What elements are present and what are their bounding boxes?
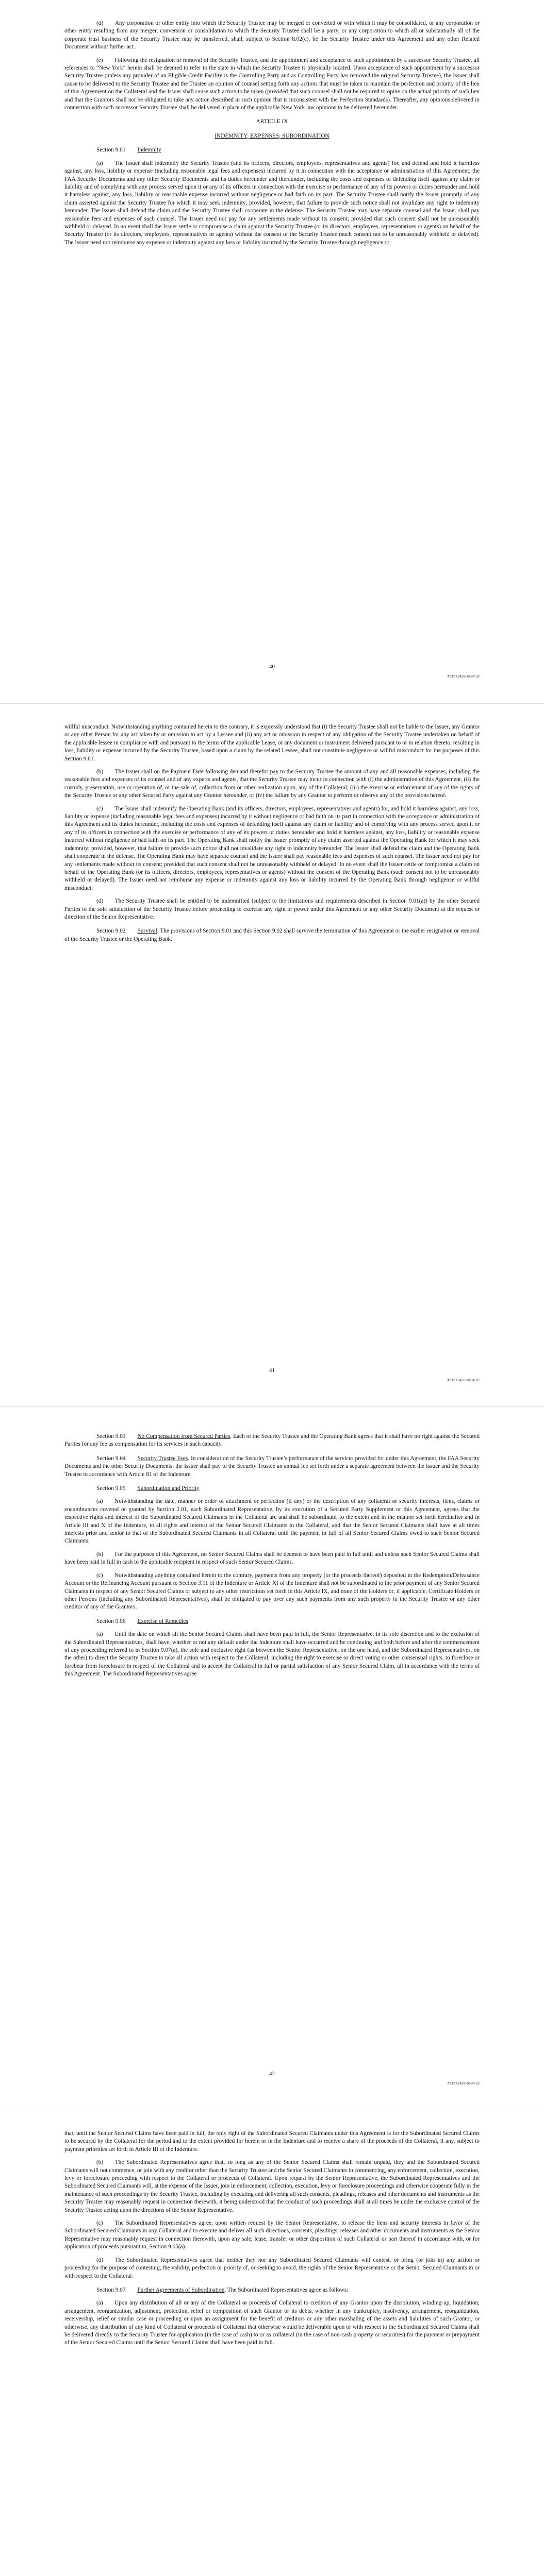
paragraph-a: (a) Until the date on which all the Senior Secured Claims shall have been paid in full, the Senior Representative, in its sole discretion and to the exclusion of the Subordinated Representatives, shall have, whether or not any default under the Indenture shall have occurred and be continuing and both before and after the commencement of any proceeding referred to in Section 9.07(a), the sole and exclusive right (as between the Senior Representative, on the one hand, and the Subordinated Representatives, on the other) to direct the Security Trustee to take all action with respect to the Collateral, including the right to exercise or direct voting or other consensual rights, to foreclose or forebear from foreclosure in respect of the Collateral and to accept the Collateral in full or partial satisfaction of any Senior Secured Claim, all in accordance with the terms of this Agreement. The Subordinated Representatives agree <box>64 1631 480 1677</box>
section-number: Section 9.06 <box>96 1618 126 1624</box>
section-number: Section 9.03 <box>96 1433 126 1439</box>
section-title: Survival <box>137 928 157 935</box>
section-text: Each of the Security Trustee and the Operating Bank agrees that it shall have no right against the Secured Parties for any fee as compensation for its services in such capacity. <box>64 1433 480 1448</box>
page-number: 40 <box>269 664 275 670</box>
section-number: Section 9.05 <box>96 1485 126 1492</box>
paragraph-d: (d) The Subordinated Representatives agree that neither they nor any Subordinated Secured Claimants will contest, or bring (or join in) any action or proceeding for the purpose of contesting, the validity, perfection or priority of, or seeking to avoid, the rights of the Senior Representative or the Senior Secured Claimants in or with respect to the Collateral. <box>64 2257 480 2279</box>
paragraph-a: (a) Upon any distribution of all or any of the Collateral or proceeds of Collateral to creditors of any Grantor upon the dissolution, winding-up, liquidation, arrangement, reorganization, adjustment, protection, relief or composition of such Grantor or its debts, whether in any bankruptcy, insolvency, arrangement, reorganization, receivership, relief or similar case or proceeding or upon an assignment for the benefit of creditors or any other marshaling of the assets and liabilities of such Grantor, or otherwise, any distribution of any kind of Collateral or proceeds of Collateral that otherwise would be deliverable upon or with respect to the Subordinated Secured Claims shall be delivered directly to the Security Trustee for application (in the case of cash) to or as collateral (in the case of non-cash property or securities) for the payment or prepayment of the Senior Secured Claims until the Senior Secured Claims shall have been paid in full. <box>64 2300 480 2346</box>
paragraph-b: (b) The Issuer shall on the Payment Date following demand therefor pay to the Security Trustee the amount of any and all reasonable expenses, including the reasonable fees and expenses of its counsel and of any experts and agents, that the Security Trustee may incur in connection with (i) the administration of this Agreement, (ii) the custody, preservation, use or operation of, or the sale of, collection from or other realization upon, any of the Collateral, (iii) the exercise or enforcement of any of the rights of the Security Trustee or any other Secured Party against any Grantor hereunder, or (iv) the failure by any Grantor to perform or observe any of the provisions hereof. <box>64 769 480 799</box>
document-page-41 <box>0 703 544 1406</box>
section-9-02: Section 9.02 Survival. The provisions of Section 9.01 and this Section 9.02 shall survive the termination of this Agreement or the earlier resignation or removal of the Security Trustee or the Operating Bank. <box>64 928 480 942</box>
section-title: Indemnity <box>137 147 161 154</box>
section-title: Security Trustee Fees <box>137 1455 188 1462</box>
paragraph-c: (c) The Subordinated Representatives agree, upon written request by the Senior Representative, to release the liens and security interests in favor of the Subordinated Secured Claimants in any Collateral and to execute and deliver all such directions, consents, pleadings, releases and other documents and instruments as the Senior Representative may reasonably request in connection therewith, upon any sale, lease, transfer or other disposition of such Collateral or part thereof in accordance with, or for application of proceeds pursuant to, Section 9.05(a). <box>64 2220 480 2250</box>
paragraph-a: (a) Notwithstanding the date, manner or order of attachment or perfection (if any) or the description of any collateral or security interests, liens, claims or encumbrances covered or granted by Section 2.01, each Subordinated Representative, by its execution of a Secured Party Supplement or this Agreement, agrees that the respective rights and interest of the Subordinated Secured Claimants in the Collateral are and shall be subordinate, to the extent and in the manner set forth hereinafter and in Article III and X of the Indenture, to all rights and interest of the Senior Secured Claimants in the Collateral, and that the Senior Secured Claimants shall have at all times interests prior and senior to that of the Subordinated Secured Claimants in all Collateral until the payment in full of all Senior Secured Claims owed to such Senior Secured Claimants. <box>64 1498 480 1545</box>
paragraph-e: (e) Following the resignation or removal of the Security Trustee, and the appointment and acceptance of such appointment by a successor Security Trustee, all references to “New York” herein shall be deemed to refer to the state in which the Security Trustee is physically located. Upon acceptance of such appointment by a successor Security Trustee (unless any provider of an Eligible Credit Facility is the Controlling Party and as Controlling Party has removed the original Security Trustee), the Issuer shall cause to be delivered to the Security Trustee and the Trustee an opinion of counsel setting forth any actions that must be taken to maintain the perfection and priority of the lien of this Agreement on the Collateral and the Issuer shall cause such action to be taken (provided that such counsel shall not be required to opine on the actual priority of such lien and that the Grantors shall not be obligated to take any action described in such opinion that is inconsistent with the Perfection Standards). Thereafter, any opinions delivered in connection with such successor Security Trustee shall be delivered in place of the applicable New York law opinions to be delivered hereunder. <box>64 57 480 111</box>
section-title: Further Agreements of Subordination <box>137 2286 225 2293</box>
section-9-01-heading <box>96 146 480 154</box>
section-number: Section 9.07 <box>96 2286 126 2293</box>
section-9-07: Section 9.07 Further Agreements of Subordination. The Subordinated Representatives agree as follows: <box>96 2286 349 2293</box>
section-9-06-heading <box>96 1618 480 1625</box>
paragraph-c: (c) The Issuer shall indemnify the Operating Bank (and its officers, directors, employees, representatives and agents) for, and hold it harmless against, any loss, liability or expense (including reasonable legal fees and expenses) incurred by it without negligence or bad faith on its part in connection with the acceptance or administration of this Agreement and its duties hereunder, including the costs and expenses of defending itself against any claim or liability and of complying with any process served upon it or any of its officers in connection with the exercise or performance of any of its powers or duties hereunder and hold it harmless against, any loss, liability or reasonable expense incurred without negligence or bad faith on its part. The Operating Bank shall notify the Issuer promptly of any claim asserted against the Operating Bank for which it may seek indemnity; provided, however, that failure to provide such notice shall not invalidate any right to indemnity hereunder. The Issuer shall defend the claim and the Operating Bank shall cooperate in the defense. The Operating Bank may have separate counsel and the Issuer shall pay reasonable fees and expenses of such counsel. The Issuer need not pay for any settlements made without its consent; provided that such consent shall not be unreasonably withheld or delayed. In no event shall the Issuer settle or compromise a claim on behalf of the Operating Bank (or its officers, directors, employees, representatives or agents) without the consent of the Operating Bank (such consent not to be unreasonably withheld or delayed). The Issuer need not reimburse any expense or indemnity against any loss or liability incurred by the Operating Bank through negligence or willful misconduct. <box>64 805 480 891</box>
document-id: #91672423-6484 v2 <box>447 2082 480 2086</box>
paragraph-c: (c) Notwithstanding anything contained herein to the contrary, payments from any property (or the proceeds thereof) deposited in the Redemption/Defeasance Account or the Refinancing Account pursuant to Section 3.11 of the Indenture or Article XI of the Indenture shall not be subordinated to the prior payment of any Senior Secured Claimants in respect of any Senior Secured Claims or subject to any other restrictions set forth in this Article IX, and none of the Holders or, if applicable, Certificate Holders or other Persons (including any Subordinated Representatives), shall be obligated to pay over any such payments from any such property to the Security Trustee or any other creditor of any of the Grantors. <box>64 1572 480 1611</box>
section-text: The provisions of Section 9.01 and this Section 9.02 shall survive the termination of this Agreement or the earlier resignation or removal of the Security Trustee or the Operating Bank. <box>64 928 480 942</box>
page-number: 41 <box>269 1367 275 1374</box>
section-number: Section 9.01 <box>96 147 126 154</box>
section-text: In consideration of the Security Trustee’s performance of the services provided for under this Agreement, the FAA Security Documents and the other Security Documents, the Issuer shall pay to the Security Trustee an annual fee set forth under a separate agreement between the Issuer and the Security Trustee in accordance with Article III of the Indenture. <box>64 1455 480 1478</box>
section-title: No Compensation from Secured Parties <box>137 1433 230 1439</box>
section-text: The Subordinated Representatives agree as follows: <box>227 2286 349 2293</box>
paragraph-continued: willful misconduct. Notwithstanding anything contained herein to the contrary, it is expressly understood that (i) the Security Trustee shall not be liable to the Issuer, any Grantor or any other Person for any act taken by or omission to act by a Lessee and (ii) any act or omission in respect of any obligation of the Security Trustee undertaken on behalf of the applicable lessee in compliance with and pursuant to the terms of the applicable Lease, or any document or instrument delivered pursuant to or in relation thereto, resulting in loss, liability or expense incurred by the Security Trustee, based upon a claim by the related Lessee, shall not constitute negligence or willful misconduct for the purposes of this Section 9.01. <box>64 724 480 762</box>
paragraph-d: (d) The Security Trustee shall be entitled to be indemnified (subject to the limitations and requirements described in Section 9.01(a)) by the other Secured Parties to the sole satisfaction of the Security Trustee before proceeding to exercise any right or power under this Agreement or any other Security Document at the request or direction of the Senior Representative. <box>64 898 480 920</box>
paragraph-b: (b) The Subordinated Representatives agree that, so long as any of the Senior Secured Claims shall remain unpaid, they and the Subordinated Secured Claimants will not commence, or join with any creditor other than the Security Trustee and the Senior Secured Claimants in commencing, any enforcement, collection, execution, levy or foreclosure proceeding with respect to the Collateral or proceeds of Collateral. Upon request by the Senior Representative, the Subordinated Representatives and the Subordinated Secured Claimants will, at the expense of the Issuer, join in enforcement, collection, execution, levy or foreclosure proceedings and otherwise cooperate fully in the maintenance of such proceedings by the Security Trustee, including by executing and delivering all such consents, pleadings, releases and other documents and instruments as the Security Trustee may reasonably request in connection therewith, it being understood that the conduct of such proceedings shall at all times be under the exclusive control of the Security Trustee acting upon the directions of the Senior Representative. <box>64 2159 480 2213</box>
section-9-05-heading <box>96 1485 480 1493</box>
paragraph-d: (d) Any corporation or other entity into which the Security Trustee may be merged or converted or with which it may be consolidated, or any corporation or other entity resulting from any merger, conversion or consolidation to which the Security Trustee shall be a party, or any corporation to which all or substantially all of the corporate trust business of the Security Trustee may be transferred, shall, subject to Section 8.02(c), be the Security Trustee under this Agreement and any other Related Document without further act. <box>64 20 480 50</box>
section-title: Exercise of Remedies <box>137 1618 188 1624</box>
section-title: Subordination and Priority <box>137 1485 200 1492</box>
page-number: 42 <box>269 2071 275 2077</box>
document-page-42 <box>0 1406 544 2110</box>
section-number: Section 9.02 <box>96 928 126 935</box>
article-title: INDEMNITY; EXPENSES; SUBORDINATION <box>215 132 329 139</box>
document-page-43 <box>0 2110 544 2576</box>
section-9-04: Section 9.04 Security Trustee Fees. In consideration of the Security Trustee’s performance of the services provided for under this Agreement, the FAA Security Documents and the other Security Documents, the Issuer shall pay to the Security Trustee an annual fee set forth under a separate agreement between the Issuer and the Security Trustee in accordance with Article III of the Indenture. <box>64 1455 480 1478</box>
section-9-03: Section 9.03 No Compensation from Secured Parties. Each of the Security Trustee and the Operating Bank agrees that it shall have no right against the Secured Parties for any fee as compensation for its services in such capacity. <box>64 1433 480 1448</box>
paragraph-continued: that, until the Senior Secured Claims have been paid in full, the only right of the Subordinated Secured Claimants under this Agreement is for the Subordinated Secured Claims to be secured by the Collateral for the period and to the extent provided for herein or in the Indenture and to receive a share of the proceeds of the Collateral, if any, subject to payment priorities set forth in Article III of the Indenture. <box>64 2130 480 2153</box>
document-id: #91672423-6484 v2 <box>447 1379 480 1382</box>
paragraph-b: (b) For the purposes of this Agreement, no Senior Secured Claims shall be deemed to have been paid in full until and unless such Senior Secured Claims shall have been paid in full in cash to the applicable recipient in respect of such Senior Secured Claims. <box>64 1551 480 1566</box>
section-number: Section 9.04 <box>96 1455 126 1462</box>
article-heading: ARTICLE IX <box>256 118 288 125</box>
paragraph-a: (a) The Issuer shall indemnify the Security Trustee (and its officers, directors, employees, representatives and agents) for, and defend and hold it harmless against, any loss, liability or expense (including reasonable legal fees and expenses) incurred by it in connection with the acceptance or administration of this Agreement, the FAA Security Documents and any other Security Documents and its duties hereunder and thereunder, including the costs and expenses of defending itself against any claim or liability and of complying with any process served upon it or any of its officers in connection with the exercise or performance of any of its powers or duties hereunder and hold it harmless against, any loss, liability or reasonable expense incurred without negligence or bad faith on its part. The Security Trustee shall notify the Issuer promptly of any claim asserted against the Security Trustee for which it may seek indemnity; provided, however, that failure to provide such notice shall not invalidate any right to indemnity hereunder. The Issuer shall defend the claim and the Security Trustee shall cooperate in the defense. The Security Trustee may have separate counsel and the Issuer shall pay reasonable fees and expenses of such counsel. The Issuer need not pay for any settlements made without its consent; provided that such consent shall not be unreasonably withheld or delayed. In no event shall the Issuer settle or compromise a claim against the Security Trustee (or its directors, employees, representatives or agents) on behalf of the Security Trustee (or its directors, employees, representatives or agents) without the consent of the Security Trustee (such consent not to be unreasonably withheld or delayed). The Issuer need not reimburse any expense or indemnity against any loss or liability incurred by the Security Trustee through negligence or <box>64 160 480 246</box>
document-id: #91672423-6484 v2 <box>447 675 480 679</box>
document-page-40 <box>0 0 544 703</box>
